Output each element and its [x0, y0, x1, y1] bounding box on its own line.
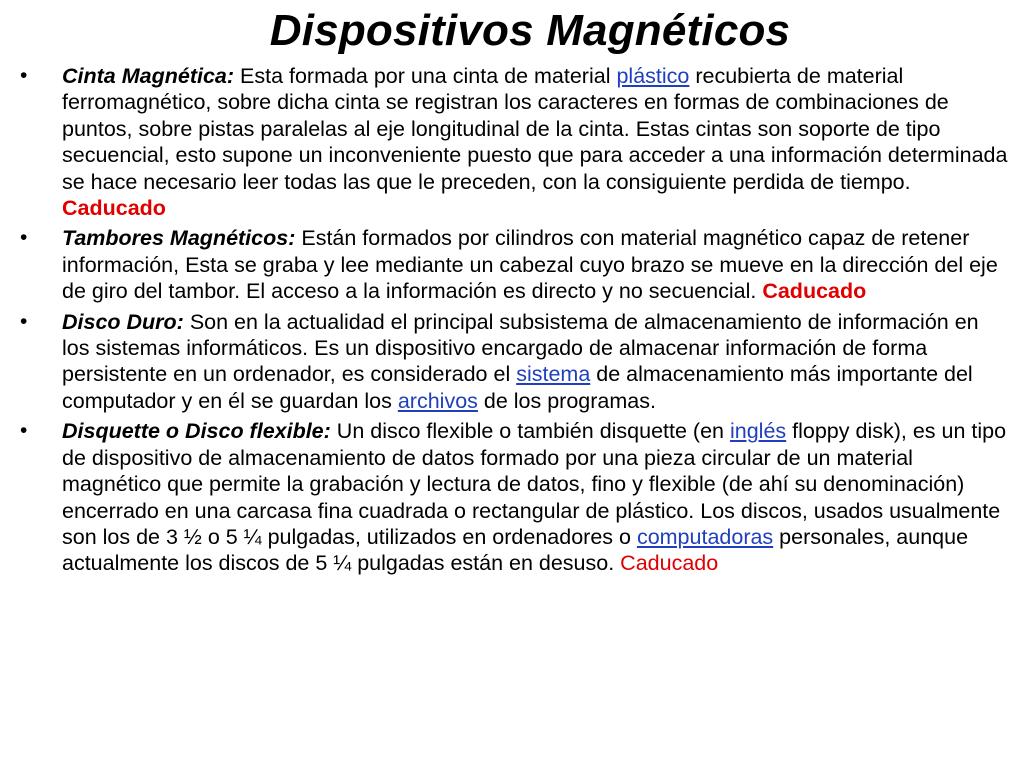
term-label: Tambores Magnéticos:	[62, 226, 296, 251]
status-caducado: Caducado	[620, 551, 719, 576]
term-label: Disquette o Disco flexible:	[62, 419, 331, 444]
slide-title: Dispositivos Magnéticos	[269, 6, 791, 55]
body-text: floppy disk), es un tipo de dispositivo de almacenamiento de datos formado por una pieza circular de un material magnético que permite la grabación y lectura de datos, fino y flexible (de ahí su denominación) encerrado en una carcasa fina cuadrada o rectangular de plástico. Los discos, usados usualmente son los de 3 ½ o 5 ¼ pulgadas, utilizados en ordenadores o	[62, 419, 1007, 549]
bullet-icon: •	[20, 309, 28, 333]
bullet-icon: •	[20, 64, 28, 87]
status-caducado: Caducado	[762, 279, 867, 304]
status-caducado: Caducado	[62, 196, 166, 221]
link-plastico[interactable]: plástico	[616, 64, 690, 88]
link-computadoras[interactable]: computadoras	[636, 524, 774, 549]
term-label: Cinta Magnética:	[62, 64, 235, 88]
body-text: de los programas.	[477, 388, 656, 413]
bullet-list	[20, 63, 1010, 581]
bullet-icon: •	[20, 419, 28, 443]
body-text: recubierta de material ferromagnético, sobre dicha cinta se registran los caracteres en formas de combinaciones de puntos, sobre pistas paralelas al eje longitudinal de la cinta. Estas cintas son soporte de tipo secuencial, esto supone un inconveniente puesto que para acceder a una información determinada se hace necesario leer todas las que le preceden, con la consiguiente perdida de tiempo.	[62, 64, 1008, 194]
bullet-icon: •	[20, 226, 28, 250]
bullet-disco-duro	[20, 309, 1010, 415]
link-ingles[interactable]: inglés	[729, 419, 787, 444]
body-text: Están formados por cilindros con material magnético capaz de retener información, Esta se graba y lee mediante un cabezal cuyo brazo se mueve en la dirección del eje de giro del tambor. El acceso a la información es directo y no secuencial.	[62, 226, 998, 304]
bullet-cinta-magnetica	[20, 63, 1010, 221]
bullet-disquette	[20, 418, 1010, 576]
body-text: Son en la actualidad el principal subsistema de almacenamiento de información en los sistemas informáticos. Es un dispositivo encargado de almacenar información de forma persistente en un ordenador, es considerado el	[62, 309, 979, 387]
bullet-tambores-magneticos	[20, 225, 1010, 304]
link-archivos[interactable]: archivos	[397, 388, 478, 413]
body-text: de almacenamiento más importante del computador y en él se guardan los	[62, 362, 973, 413]
body-text: Esta formada por una cinta de material	[234, 64, 617, 88]
term-label: Disco Duro:	[62, 309, 184, 334]
body-text: personales, aunque actualmente los discos de 5 ¼ pulgadas están en desuso.	[62, 524, 969, 576]
body-text: Un disco flexible o también disquette (en	[330, 419, 730, 444]
link-sistema[interactable]: sistema	[516, 362, 591, 387]
